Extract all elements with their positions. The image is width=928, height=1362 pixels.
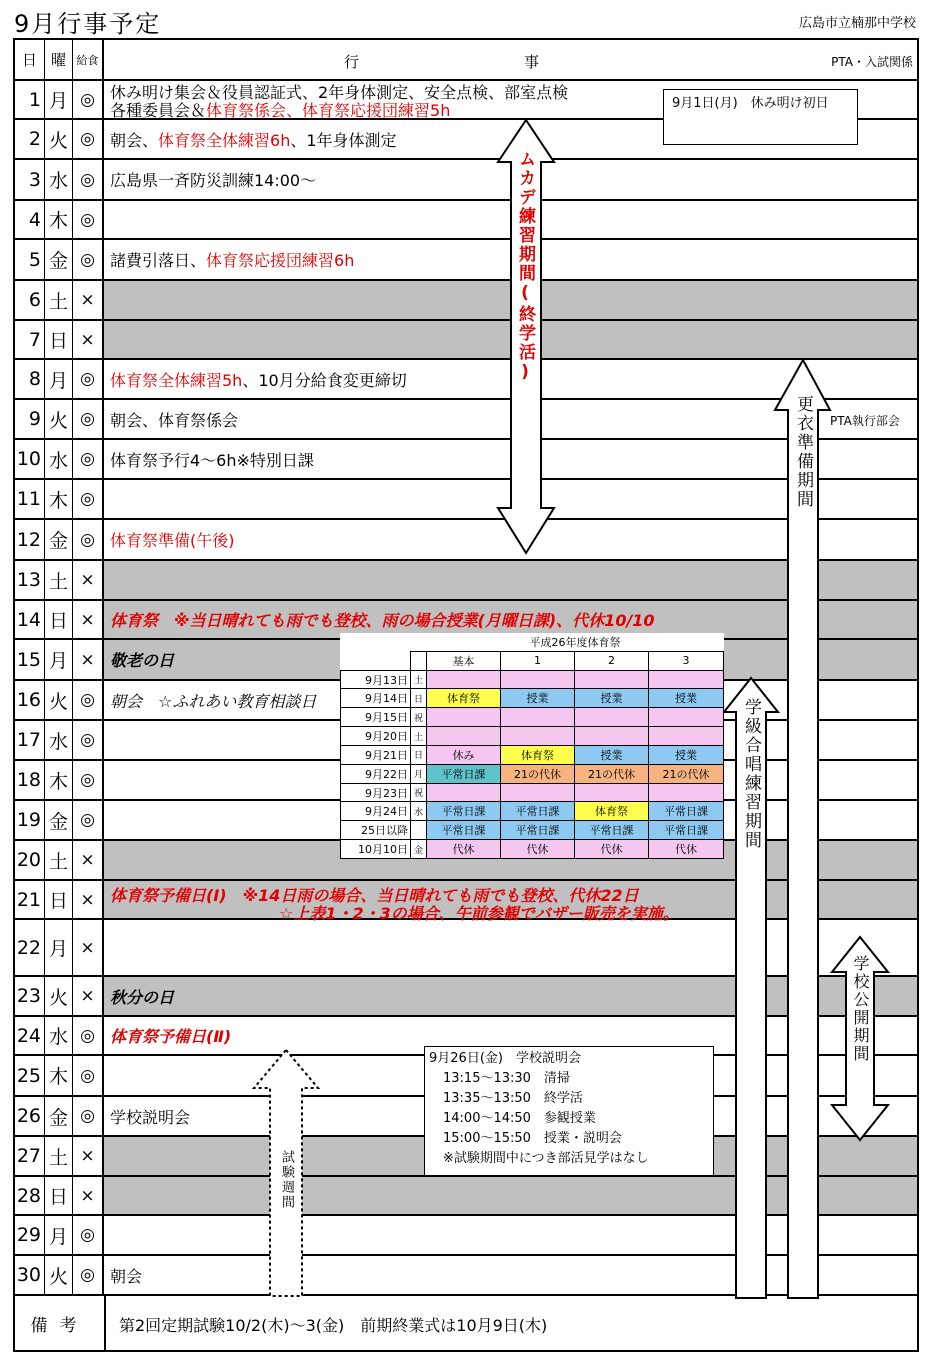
header-pta: PTA・入試関係 <box>831 55 913 69</box>
sports-table-row <box>341 802 724 821</box>
lunch-mark: ◎ <box>73 520 104 559</box>
sports-table-weekday: 祝 <box>411 783 427 802</box>
lunch-mark: ◎ <box>73 1056 104 1095</box>
lunch-mark: ◎ <box>73 440 104 478</box>
weekday: 金 <box>45 240 73 279</box>
day-number: 1 <box>15 81 45 118</box>
event-text-part: 各種委員会＆ <box>110 101 207 120</box>
event-text-part: 体育祭全体練習5h <box>110 370 243 390</box>
gassho-label: 学級合唱練習期間 <box>741 698 761 850</box>
day-number: 4 <box>15 201 45 238</box>
sports-table-col-header: 2 <box>575 651 649 670</box>
weekday: 日 <box>45 601 73 638</box>
sports-table-row <box>341 840 724 859</box>
weekday: 木 <box>45 761 73 799</box>
sports-table-row <box>341 708 724 727</box>
sept1-note: 9月1日(月) 休み明け初日 <box>663 89 858 145</box>
day-number: 22 <box>15 920 45 975</box>
sports-table-cell: 平常日課 <box>501 821 575 840</box>
event-text-part: 広島県一斉防災訓練14:00～ <box>110 171 317 190</box>
sports-table-date: 25日以降 <box>341 821 411 840</box>
lunch-mark: × <box>73 321 104 358</box>
sports-table-cell: 代休 <box>501 840 575 859</box>
sports-table-date: 9月21日 <box>341 745 411 764</box>
sports-table-cell <box>575 727 649 746</box>
sports-table-cell: 21の代休 <box>501 764 575 783</box>
weekday: 水 <box>45 721 73 759</box>
day-number: 8 <box>15 360 45 398</box>
sports-table-cell <box>575 670 649 689</box>
lunch-mark: ◎ <box>73 801 104 839</box>
weekday: 火 <box>45 681 73 719</box>
sports-table-cell: 代休 <box>649 840 724 859</box>
sports-table-date: 9月24日 <box>341 802 411 821</box>
shiken-label: 試験週間 <box>279 1150 294 1210</box>
weekday: 火 <box>45 977 73 1015</box>
pta-board-label: PTA執行部会 <box>830 414 900 428</box>
sports-table-date: 9月15日 <box>341 708 411 727</box>
sports-table-weekday: 日 <box>411 689 427 708</box>
lunch-mark: ◎ <box>73 721 104 759</box>
weekday: 火 <box>45 120 73 158</box>
sports-table-cell <box>649 708 724 727</box>
day-number: 17 <box>15 721 45 759</box>
day-number: 7 <box>15 321 45 358</box>
weekday: 火 <box>45 400 73 438</box>
school-name: 広島市立楠那中学校 <box>798 16 916 31</box>
lunch-mark: ◎ <box>73 1097 104 1135</box>
day-number: 3 <box>15 160 45 199</box>
event-text-part: 秋分の日 <box>110 987 175 1007</box>
lunch-mark: ◎ <box>73 240 104 279</box>
weekday: 日 <box>45 881 73 918</box>
sports-day-table <box>340 633 724 859</box>
lunch-mark: ◎ <box>73 160 104 199</box>
day-number: 10 <box>15 440 45 478</box>
sports-table-weekday: 月 <box>411 764 427 783</box>
day-number: 14 <box>15 601 45 638</box>
sports-table-col-header: 基本 <box>427 651 501 670</box>
sports-table-date: 9月23日 <box>341 783 411 802</box>
sports-table-row <box>341 783 724 802</box>
sports-table-cell <box>575 783 649 802</box>
mukade-label: ムカデ練習期間(終学活) <box>515 150 535 384</box>
weekday: 水 <box>45 440 73 478</box>
sports-table-row <box>341 745 724 764</box>
sports-table-cell: 体育祭 <box>427 689 501 708</box>
event-text-part: 朝会 <box>110 1266 143 1286</box>
sports-table-cell: 体育祭 <box>501 745 575 764</box>
event-text-part: 学校説明会 <box>110 1107 191 1127</box>
sports-table-cell <box>501 783 575 802</box>
weekday: 月 <box>45 640 73 679</box>
weekday: 火 <box>45 1256 73 1294</box>
koukai-label: 学校公開期間 <box>851 955 870 1063</box>
day-number: 23 <box>15 977 45 1015</box>
sports-table-weekday: 土 <box>411 670 427 689</box>
weekday: 金 <box>45 520 73 559</box>
day-number: 2 <box>15 120 45 158</box>
event-text-part: 体育祭予備日(Ⅰ) ※14日雨の場合、当日晴れても雨でも登校、代休22日 <box>110 886 639 905</box>
sports-table-cell: 体育祭 <box>575 802 649 821</box>
sports-table-cell: 平常日課 <box>427 802 501 821</box>
day-number: 12 <box>15 520 45 559</box>
briefing-item: 15:00～15:50 授業・説明会 <box>443 1131 622 1146</box>
sports-table-cell: 授業 <box>575 745 649 764</box>
sports-table-cell: 平常日課 <box>575 821 649 840</box>
header-events-label: 行 事 <box>344 53 540 71</box>
lunch-mark: × <box>73 841 104 879</box>
event-text-part: 諸費引落日、 <box>110 251 207 270</box>
sports-table-col-header: 3 <box>649 651 724 670</box>
briefing-item: 14:00～14:50 参観授業 <box>443 1111 596 1126</box>
sports-table-cell <box>427 670 501 689</box>
sports-table-row <box>341 764 724 783</box>
sports-table-cell <box>501 708 575 727</box>
day-number: 13 <box>15 561 45 599</box>
day-number: 26 <box>15 1097 45 1135</box>
sports-table-cell: 平常日課 <box>649 821 724 840</box>
sports-table-cell: 休み <box>427 745 501 764</box>
weekday: 土 <box>45 281 73 319</box>
event-text-part: 、10月分給食変更締切 <box>242 370 407 390</box>
header-day: 日 <box>15 40 45 79</box>
event-text-part: 体育祭応援団練習6h <box>206 251 355 270</box>
sports-table-cell <box>427 727 501 746</box>
lunch-mark: ◎ <box>73 681 104 719</box>
event-text-part: 朝会 ☆ふれあい教育相談日 <box>110 691 317 711</box>
weekday: 日 <box>45 321 73 358</box>
day-number: 9 <box>15 400 45 438</box>
sports-table-cell <box>427 783 501 802</box>
koui-label: 更衣準備期間 <box>793 395 813 509</box>
lunch-mark: ◎ <box>73 1216 104 1254</box>
lunch-mark: ◎ <box>73 400 104 438</box>
day-number: 15 <box>15 640 45 679</box>
sports-table-row <box>341 689 724 708</box>
day-number: 21 <box>15 881 45 918</box>
lunch-mark: × <box>73 920 104 975</box>
day-number: 16 <box>15 681 45 719</box>
weekday: 日 <box>45 1177 73 1214</box>
sports-table-cell: 授業 <box>649 689 724 708</box>
weekday: 木 <box>45 201 73 238</box>
weekday: 金 <box>45 1097 73 1135</box>
event-text-part: 体育祭 ※当日晴れても雨でも登校、雨の場合授業(月曜日課)、代休10/10 <box>110 611 655 630</box>
weekday: 月 <box>45 1216 73 1254</box>
weekday: 月 <box>45 81 73 118</box>
notes-text: 第2回定期試験10/2(木)～3(金) 前期終業式は10月9日(木) <box>119 1316 548 1335</box>
briefing-item: 13:35～13:50 終学活 <box>443 1091 583 1106</box>
sports-table-cell: 授業 <box>575 689 649 708</box>
lunch-mark: × <box>73 1137 104 1175</box>
lunch-mark: ◎ <box>73 761 104 799</box>
event-text-part: ☆上表1・2・3の場合、午前参観でバザー販売を実施。 <box>279 904 679 923</box>
sports-table-weekday <box>411 821 427 840</box>
day-number: 27 <box>15 1137 45 1175</box>
sports-table-cell <box>427 708 501 727</box>
day-number: 11 <box>15 480 45 518</box>
weekday: 土 <box>45 561 73 599</box>
sports-table-cell <box>649 727 724 746</box>
event-text-part: 体育祭準備(午後) <box>110 531 235 550</box>
sports-table-cell: 授業 <box>501 689 575 708</box>
day-number: 25 <box>15 1056 45 1095</box>
weekday: 月 <box>45 360 73 398</box>
sports-table-cell: 代休 <box>575 840 649 859</box>
sports-table-cell: 平常日課 <box>427 821 501 840</box>
lunch-mark: × <box>73 561 104 599</box>
sports-table-cell: 平常日課 <box>427 764 501 783</box>
lunch-mark: × <box>73 977 104 1015</box>
sports-table-weekday: 日 <box>411 745 427 764</box>
briefing-title: 9月26日(金) 学校説明会 <box>429 1051 581 1066</box>
weekday: 木 <box>45 1056 73 1095</box>
lunch-mark: × <box>73 281 104 319</box>
lunch-mark: × <box>73 640 104 679</box>
header-weekday: 曜 <box>45 40 73 79</box>
lunch-mark: × <box>73 1177 104 1214</box>
sports-table-weekday: 土 <box>411 727 427 746</box>
event-text-part: 体育祭全体練習6h <box>158 130 291 150</box>
event-text-part: 体育祭予行4～6h※特別日課 <box>110 450 314 470</box>
event-text-part: 朝会、 <box>110 130 159 150</box>
sports-table-cell: 21の代休 <box>649 764 724 783</box>
day-number: 30 <box>15 1256 45 1294</box>
weekday: 月 <box>45 920 73 975</box>
sports-table-cell: 代休 <box>427 840 501 859</box>
event-text-part: 体育祭予備日(Ⅱ) <box>110 1027 232 1046</box>
event-text-part: 休み明け集会＆役員認証式、2年身体測定、安全点検、部室点検 <box>110 83 569 102</box>
day-number: 5 <box>15 240 45 279</box>
lunch-mark: ◎ <box>73 1017 104 1054</box>
sports-table-cell: 平常日課 <box>501 802 575 821</box>
day-number: 28 <box>15 1177 45 1214</box>
day-number: 20 <box>15 841 45 879</box>
event-text-part: 体育祭係会、体育祭応援団練習5h <box>206 101 451 120</box>
sports-table-cell <box>501 727 575 746</box>
weekday: 水 <box>45 160 73 199</box>
event-text-part: 朝会、体育祭係会 <box>110 410 239 430</box>
sports-table-row <box>341 727 724 746</box>
sports-table-cell: 平常日課 <box>649 802 724 821</box>
sports-table-cell <box>649 670 724 689</box>
lunch-mark: ◎ <box>73 1256 104 1294</box>
weekday: 土 <box>45 841 73 879</box>
day-number: 29 <box>15 1216 45 1254</box>
weekday: 土 <box>45 1137 73 1175</box>
lunch-mark: ◎ <box>73 201 104 238</box>
event-text-part: 、1年身体測定 <box>290 130 397 150</box>
day-number: 19 <box>15 801 45 839</box>
sports-table-cell: 授業 <box>649 745 724 764</box>
weekday: 金 <box>45 801 73 839</box>
sports-table-row <box>341 821 724 840</box>
briefing-box <box>424 1046 714 1176</box>
lunch-mark: ◎ <box>73 120 104 158</box>
sports-table-cell <box>501 670 575 689</box>
sports-table-weekday: 金 <box>411 840 427 859</box>
page-title: 9月行事予定 <box>14 10 162 38</box>
sports-table-cell: 21の代休 <box>575 764 649 783</box>
briefing-item: 13:15～13:30 清掃 <box>443 1071 570 1086</box>
notes-label: 備考 <box>15 1296 106 1350</box>
weekday: 木 <box>45 480 73 518</box>
sports-table-col-header: 1 <box>501 651 575 670</box>
sports-table-date: 9月22日 <box>341 764 411 783</box>
sports-table-weekday: 水 <box>411 802 427 821</box>
event-text-part: 敬老の日 <box>110 651 175 670</box>
sports-table-cell <box>649 783 724 802</box>
day-number: 24 <box>15 1017 45 1054</box>
day-number: 18 <box>15 761 45 799</box>
lunch-mark: ◎ <box>73 480 104 518</box>
sports-table-cell <box>575 708 649 727</box>
sports-table-date: 9月20日 <box>341 727 411 746</box>
lunch-mark: ◎ <box>73 81 104 118</box>
sports-table-title: 平成26年度体育祭 <box>529 635 621 649</box>
day-number: 6 <box>15 281 45 319</box>
sports-table-weekday: 祝 <box>411 708 427 727</box>
briefing-note: ※試験期間中につき部活見学はなし <box>443 1151 649 1166</box>
lunch-mark: ◎ <box>73 360 104 398</box>
weekday: 水 <box>45 1017 73 1054</box>
lunch-mark: × <box>73 601 104 638</box>
sports-table-date: 10月10日 <box>341 840 411 859</box>
sports-table-row <box>341 670 724 689</box>
lunch-mark: × <box>73 881 104 918</box>
sports-table-date: 9月13日 <box>341 670 411 689</box>
header-lunch: 給食 <box>73 40 104 79</box>
sports-table-date: 9月14日 <box>341 689 411 708</box>
